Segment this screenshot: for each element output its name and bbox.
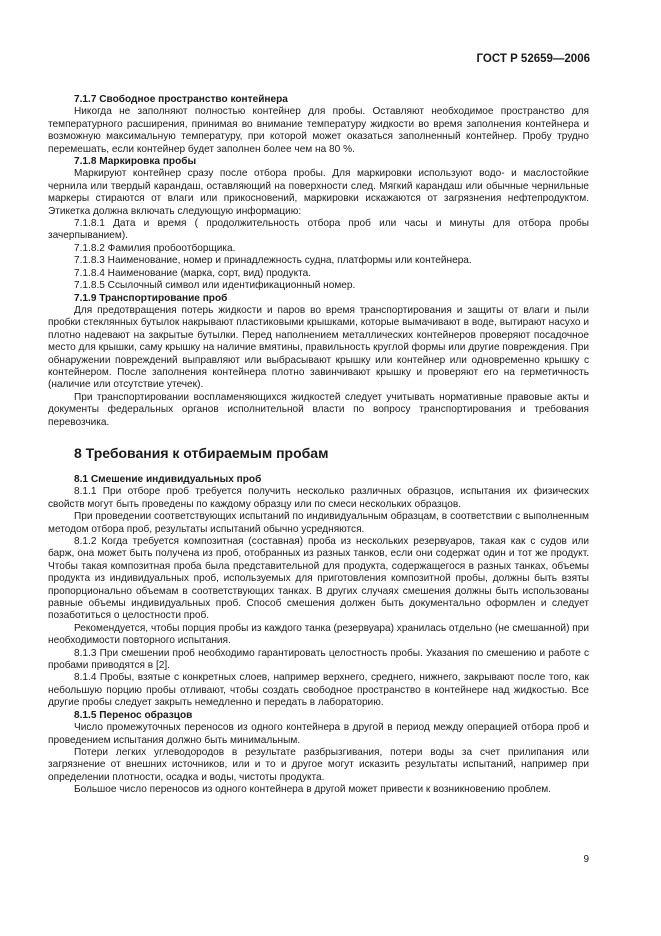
paragraph: Большое число переносов из одного контейнера в другой может привести к возникновению проблем.	[74, 784, 552, 796]
subsection-heading-8-1-5: 8.1.5 Перенос образцов	[74, 709, 193, 721]
list-item: 7.1.8.3 Наименование, номер и принадлежность судна, платформы или контейнера.	[74, 255, 472, 267]
list-item: 7.1.8.5 Ссылочный символ или идентификационный номер.	[74, 280, 356, 292]
list-item: 7.1.8.4 Наименование (марка, сорт, вид) продукта.	[74, 267, 312, 279]
paragraph: 8.1.3 При смешении проб необходимо гарантировать целостность пробы. Указания по смешению и работе с пробами приводятся в [2].	[48, 647, 589, 672]
paragraph: 8.1.4 Пробы, взятые с конкретных слоев, например верхнего, среднего, нижнего, закрывают после того, как небольшую порцию пробы отливают, чтобы создать свободное пространство в контейнере над жидкостью. Все другие пробы следует закрыть немедленно и передать в лабораторию.	[48, 672, 589, 709]
section-heading-8: 8 Требования к отбираемым пробам	[74, 444, 329, 461]
paragraph: 8.1.1 При отборе проб требуется получить несколько различных образцов, испытания их физических свойств могут быть проведены по каждому образцу или по смеси нескольких образцов.	[48, 486, 589, 510]
list-item: 7.1.8.2 Фамилия пробоотборщика.	[74, 242, 236, 254]
paragraph: Потери легких углеводородов в результате разбрызгивания, потери воды за счет прилипания или загрязнение от внешних источников, или и то и другое могут исказить результаты испытаний, например при определении плотности, осадка и воды, чистоты продукта.	[48, 746, 589, 783]
subsection-heading-7-1-8: 7.1.8 Маркировка пробы	[74, 156, 197, 168]
paragraph: При проведении соответствующих испытаний по индивидуальным образцам, в соответствии с выполненным методом отбора проб, результаты испытаний обычно усредняются.	[48, 511, 589, 535]
subsection-heading-8-1: 8.1 Смешение индивидуальных проб	[74, 473, 262, 485]
paragraph: Для предотвращения потерь жидкости и паров во время транспортирования и защиты от влаги и пыли пробки стеклянных бутылок накрывают пластиковыми крышками, которые вымачивают в воде, вытирают насухо и плотно надевают на закрытые бутылки. Перед наполнением металлических контейнеров проверяют посадочное место для крышки, саму крышку на наличие вмятины, правильность круглой формы или другие повреждения. При обнаружении повреждений выправляют или выбрасывают крышку или контейнер или одновременно крышку с контейнером. После заполнения контейнера плотно завинчивают крышку и проверяют его на герметичность (наличие или отсутствие утечек).	[48, 304, 589, 391]
paragraph: Никогда не заполняют полностью контейнер для пробы. Оставляют необходимое пространство для температурного расширения, принимая во внимание температуру жидкости во время заполнения контейнера и возможную максимальную температуру, при которой может оказаться заполненный контейнер. Пробу трудно перемешать, если контейнер будет заполнен более чем на 80 %.	[48, 106, 589, 155]
paragraph: При транспортировании воспламеняющихся жидкостей следует учитывать нормативные правовые акты и документы федеральных органов исполнительной власти по вопросу транспортирования и требования перевозчика.	[48, 391, 589, 428]
document-body	[48, 94, 589, 797]
paragraph: 8.1.2 Когда требуется композитная (составная) проба из нескольких резервуаров, такая как с судов или барж, она может быть получена из проб, отобранных из разных танков, если они содержат один и тот же продукт. Чтобы такая композитная проба была представительной для продукта, содержащегося в разных танках, объемы продукта из индивидуальных проб, используемых для приготовления композитной пробы, должны быть взяты пропорционально объемам в соответствующих танках. В других случаях смешения должны быть использованы равные объемы индивидуальных проб. Способ смешения должен быть документально оформлен и следует позаботиться о целостности проб.	[48, 536, 589, 622]
document-code-header: ГОСТ Р 52659—2006	[476, 53, 590, 65]
paragraph: Число промежуточных переносов из одного контейнера в другой в период между операцией отбора проб и проведением испытания должно быть минимальным.	[48, 722, 589, 746]
list-item: 7.1.8.1 Дата и время ( продолжительность отбора проб или часы и минуты для отбора пробы зачерпыванием).	[48, 218, 589, 242]
paragraph: Маркируют контейнер сразу после отбора пробы. Для маркировки используют водо- и маслостойкие чернила или твердый карандаш, оставляющий на поверхности след. Мягкий карандаш или обычные чернильные маркеры стираются от влаги или прикосновений, маркировки искажаются от загрязнения нефтепродуктом. Этикетка должна включать следующую информацию:	[48, 168, 589, 217]
paragraph: Рекомендуется, чтобы порция пробы из каждого танка (резервуара) хранилась отдельно (не смешанной) при необходимости повторного испытания.	[48, 622, 589, 647]
page-number: 9	[583, 854, 589, 865]
subsection-heading-7-1-7: 7.1.7 Свободное пространство контейнера	[74, 94, 288, 105]
subsection-heading-7-1-9: 7.1.9 Транспортирование проб	[74, 292, 228, 304]
